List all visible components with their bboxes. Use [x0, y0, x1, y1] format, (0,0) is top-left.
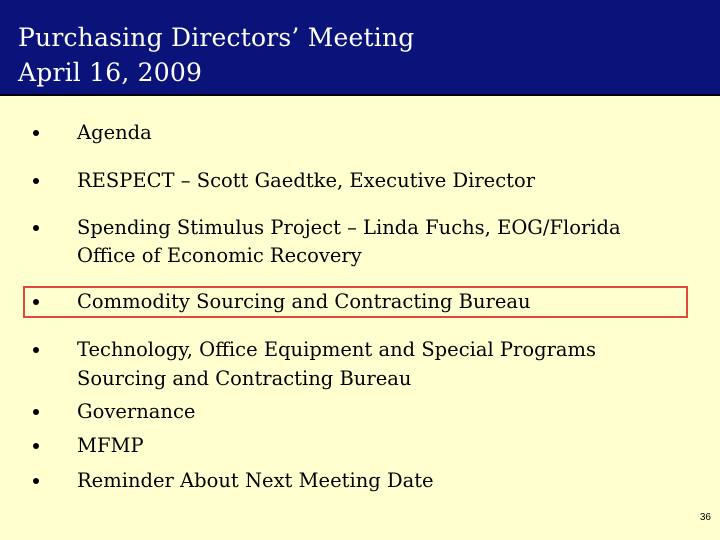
bullet-text: RESPECT – Scott Gaedtke, Executive Director: [77, 169, 536, 192]
bullet-dot-icon: [33, 409, 39, 415]
bullet-dot-icon: [33, 443, 39, 449]
bullet-text: Reminder About Next Meeting Date: [77, 469, 434, 492]
bullet-text-line-2: Office of Economic Recovery: [77, 244, 362, 267]
highlight-box: [23, 286, 688, 318]
bullet-text: MFMP: [77, 434, 144, 457]
slide-title-line-1: Purchasing Directors’ Meeting: [18, 23, 415, 52]
bullet-text: Governance: [77, 400, 196, 423]
bullet-text-line-1: Technology, Office Equipment and Special Programs: [77, 338, 597, 361]
slide-title-line-2: April 16, 2009: [18, 58, 203, 87]
bullet-dot-icon: [33, 225, 39, 231]
page-number: 36: [699, 512, 711, 523]
bullet-text: Agenda: [77, 121, 152, 144]
bullet-dot-icon: [33, 478, 39, 484]
bullet-dot-icon: [33, 178, 39, 184]
bullet-dot-icon: [33, 347, 39, 353]
bullet-text: Commodity Sourcing and Contracting Bureau: [77, 290, 531, 313]
bullet-text-line-2: Sourcing and Contracting Bureau: [77, 367, 412, 390]
bullet-text-line-1: Spending Stimulus Project – Linda Fuchs, EOG/Florida: [77, 216, 621, 239]
bullet-dot-icon: [33, 130, 39, 136]
